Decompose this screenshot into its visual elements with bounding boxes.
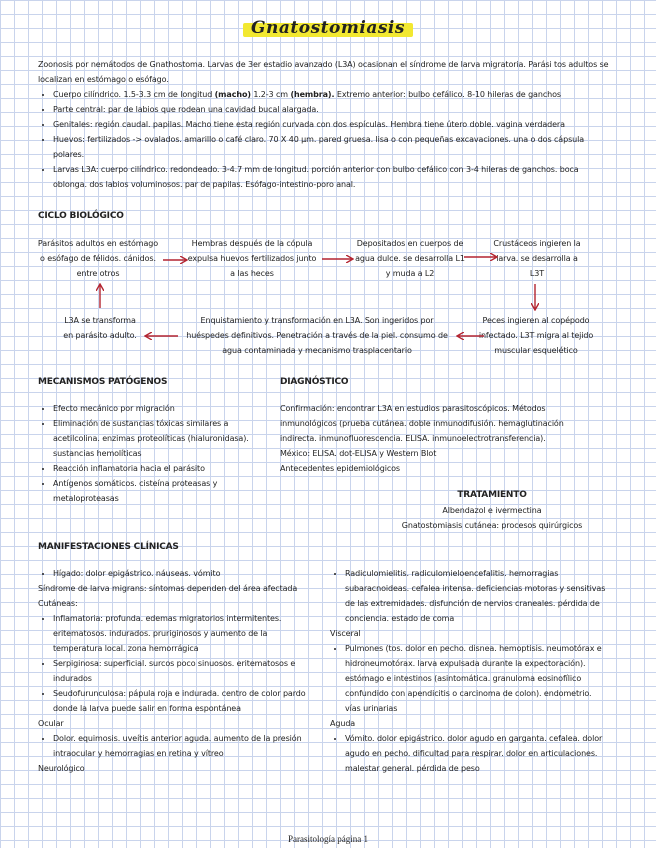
page-title: Gnatostomiasis [247, 18, 409, 38]
neuro-list [330, 566, 606, 626]
intro-paragraph: Zoonosis por nemátodos de Gnathostoma. Larvas de 3er estadio avanzado (L3A) ocasionan el síndrome de larva migratoria. Parási tos adultos se localizan en estómago o esófago. [38, 60, 609, 84]
list-item: • Parte central: par de labios que rodean una cavidad bucal alargada. [53, 102, 610, 117]
liver-list [38, 566, 308, 581]
cycle-node-eggs: Hembras después de la cópula expulsa huevos fertilizados junto a las heces [187, 239, 317, 278]
list-item: • Genitales: región caudal. papilas. Macho tiene esta región curvada con dos espículas. Hembra tiene útero doble. vagina verdadera [53, 117, 610, 132]
list-item-text: Cuerpo cilíndrico. 1.5-3.3 cm de longitud [53, 90, 215, 99]
list-item: • Pulmones (tos. dolor en pecho. disnea. hemoptisis. neumotórax e hidroneumotórax. larva expulsada durante la expectoración). estómago e intestinos (asintomática. granuloma eosinofílico confundido con apendicitis o carcinoma de colon). endometrio. vías urinarias [345, 641, 606, 716]
cycle-node-crustaceans: Crustáceos ingieren la larva. se desarrolla a L3T [493, 239, 581, 278]
diagnosis-line: México: ELISA. dot-ELISA y Western Blot [280, 449, 437, 458]
cycle-node-water: Depositados en cuerpos de agua dulce. se desarrolla L1 y muda a L2 [355, 239, 465, 278]
list-item: • Larvas L3A: cuerpo cilíndrico. redondeado. 3-4.7 mm de longitud. porción anterior con bulbo cefálico con 3-4 hileras de ganchos. boca oblonga. dos labios voluminosos. par de papilas. Esófago-intestino-poro anal. [53, 162, 610, 192]
cycle-heading: CICLO BIOLÓGICO [38, 211, 124, 221]
list-item: • Inflamatoria: profunda. edemas migratorios intermitentes. eritematosos. indurados. pruriginosos y aumento de la temperatura local. zona hemorrágica [53, 611, 308, 656]
mechanisms-list [38, 401, 264, 506]
list-item: • Huevos: fertilizados -> ovalados. amarillo o café claro. 70 X 40 μm. pared gruesa. lisa o con pequeñas excavaciones. una o dos cápsula polares. [53, 132, 610, 162]
list-item: • Antígenos somáticos. cisteína proteasas y metaloproteasas [53, 476, 264, 506]
list-item: • Seudofurunculosa: pápula roja e indurada. centro de color pardo donde la larva puede salir en forma espontánea [53, 686, 308, 716]
mechanisms-section [38, 401, 264, 506]
diagnosis-heading: DIAGNÓSTICO [280, 377, 349, 387]
list-item: • Dolor. equimosis. uveítis anterior aguda. aumento de la presión intraocular y hemorragias en retina y vítreo [53, 731, 308, 761]
list-item: • Vómito. dolor epigástrico. dolor agudo en garganta. cefalea. dolor agudo en pecho. dificultad para respirar. dolor en articulaciones. malestar general. pérdida de peso [345, 731, 606, 776]
paragraph: Aguda [330, 719, 356, 728]
bold-text: (hembra). [290, 90, 335, 99]
mechanisms-heading: MECANISMOS PATÓGENOS [38, 377, 168, 387]
paragraph: Neurológico [38, 764, 85, 773]
treatment-line: Gnatostomiasis cutánea: procesos quirúrgicos [401, 521, 583, 530]
cycle-node-transform: L3A se transforma en parásito adulto. [63, 316, 137, 340]
paragraph: Ocular [38, 719, 64, 728]
list-item: • Eliminación de sustancias tóxicas similares a acetilcolina. enzimas proteolíticas (hialuronidasa). sustancias hemolíticas [53, 416, 264, 461]
cycle-node-encystment: Enquistamiento y transformación en L3A. Son ingeridos por huéspedes definitivos. Penetración a través de la piel. consumo de agua contaminada y mecanismo trasplacentario [186, 316, 448, 355]
paragraph: Cutáneas: [38, 599, 78, 608]
treatment-heading: TRATAMIENTO [457, 490, 527, 500]
manifestations-left-column [38, 566, 308, 776]
visceral-list [330, 641, 606, 716]
list-item-text: 1.2-3 cm [250, 90, 291, 99]
acute-list [330, 731, 606, 776]
ocular-list [38, 731, 308, 761]
list-item: • Serpiginosa: superficial. surcos poco sinuosos. eritematosos e indurados [53, 656, 308, 686]
treatment-line: Albendazol e ivermectina [442, 506, 542, 515]
paragraph: Visceral [330, 629, 361, 638]
cutaneous-list [38, 611, 308, 716]
diagnosis-line: Antecedentes epidemiológicos [280, 464, 400, 473]
treatment-section [380, 503, 604, 533]
diagnosis-section [280, 401, 592, 476]
bold-text: (macho) [214, 90, 251, 99]
page-footer: Parasitología página 1 [288, 834, 368, 844]
paragraph: Síndrome de larva migrans: síntomas dependen del área afectada [38, 584, 298, 593]
cycle-node-fish: Peces ingieren al copépodo infectado. L3T migra al tejido muscular esquelético [478, 316, 594, 355]
list-item-text: Extremo anterior: bulbo cefálico. 8-10 hileras de ganchos [334, 90, 561, 99]
manifestations-right-column [330, 566, 606, 776]
list-item: • Hígado: dolor epigástrico. náuseas. vómito [53, 566, 308, 581]
cycle-node-adults: Parásitos adultos en estómago o esófago de félidos. cánidos. entre otros [37, 239, 159, 278]
manifestations-heading: MANIFESTACIONES CLÍNICAS [38, 542, 179, 552]
list-item: • Efecto mecánico por migración [53, 401, 264, 416]
diagnosis-line: Confirmación: encontrar L3A en estudios parasitoscópicos. Métodos inmunológicos (prueba cutánea. doble inmunodifusión. hemaglutinación indirecta. inmunofluorescencia. ELISA. inmunoelectrotransferencia). [280, 404, 564, 443]
list-item: • Radiculomielitis. radiculomieloencefalitis. hemorragias subaracnoideas. cefalea intensa. deficiencias motoras y sensitivas de las extremidades. disfunción de nervios craneales. pérdida de conciencia. estado de coma [345, 566, 606, 626]
list-item: • Reacción inflamatoria hacia el parásito [53, 461, 264, 476]
